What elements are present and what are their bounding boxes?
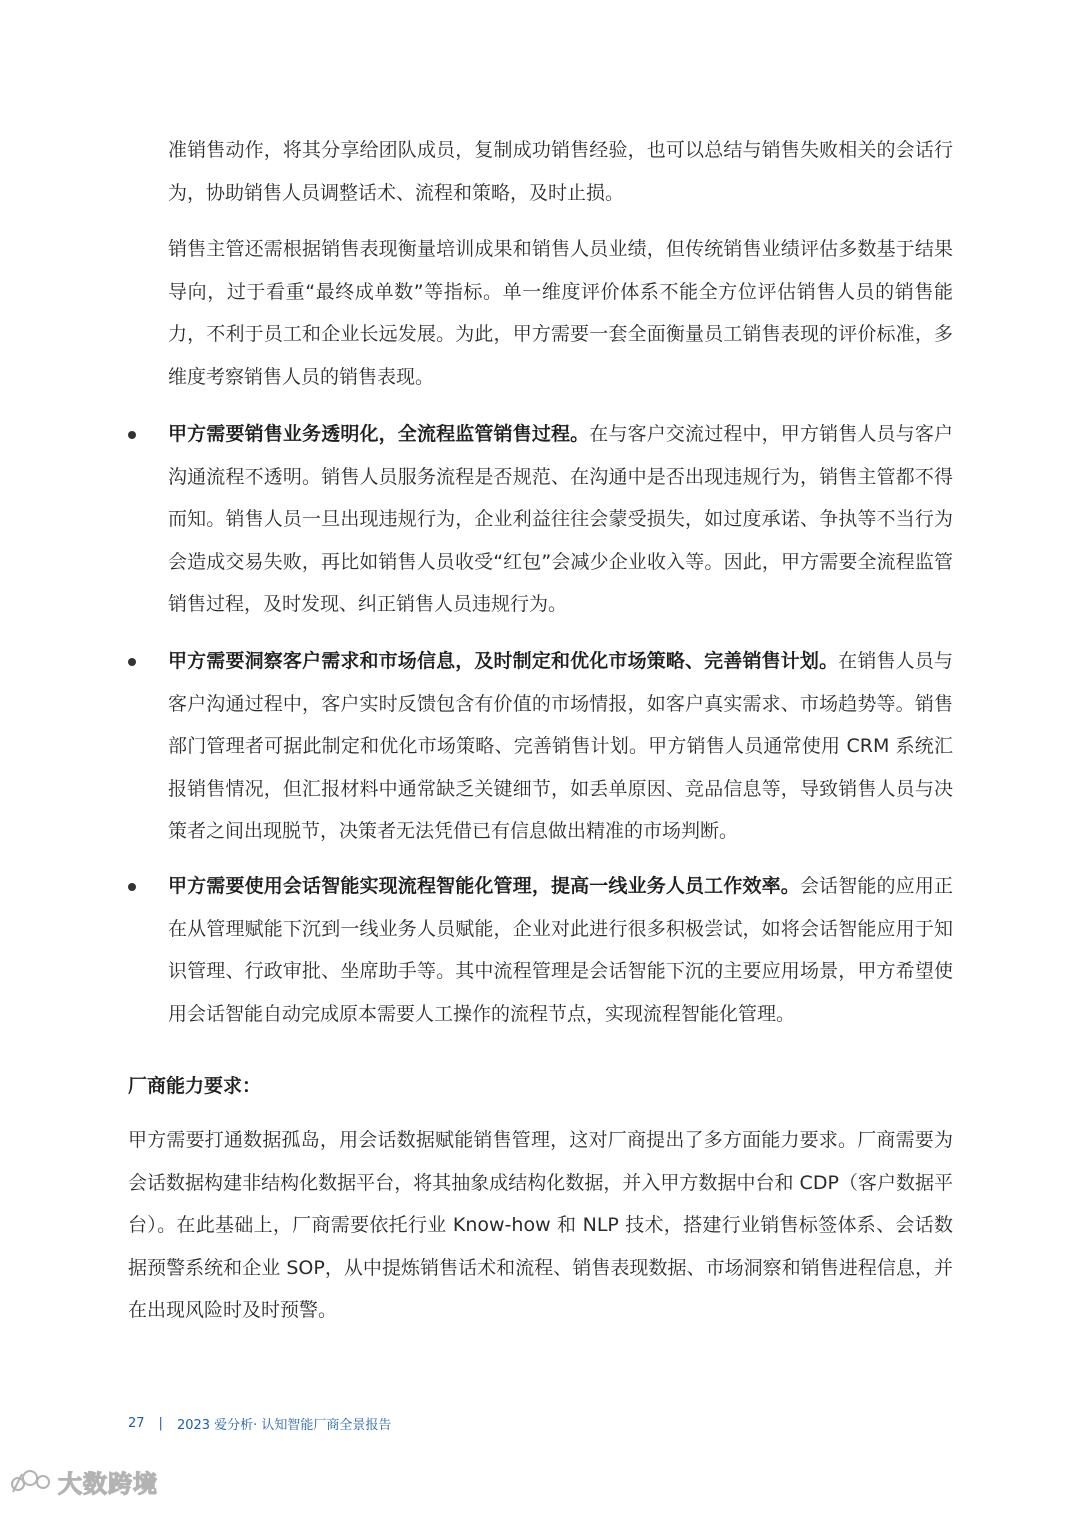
page-footer — [128, 1414, 391, 1433]
bullet-body: 在与客户交流过程中，甲方销售人员与客户沟通流程不透明。销售人员服务流程是否规范、在沟通中是否出现违规行为，销售主管都不得而知。销售人员一旦出现违规行为，企业利益往往会蒙受损失，如过度承诺、争执等不当行为会造成交易失败，再比如销售人员收受“红包”会减少企业收入等。因此，甲方需要全流程监管销售过程，及时发现、纠正销售人员违规行为。 — [168, 423, 953, 615]
bullet-lead: 甲方需要使用会话智能实现流程智能化管理，提高一线业务人员工作效率。 — [168, 875, 800, 897]
bullet-body: 在销售人员与客户沟通过程中，客户实时反馈包含有价值的市场情报，如客户真实需求、市场趋势等。销售部门管理者可据此制定和优化市场策略、完善销售计划。甲方销售人员通常使用 CRM 系统汇报销售情况，但汇报材料中通常缺乏关键细节，如丢单原因、竞品信息等，导致销售人员与决策者之间出现脱节，决策者无法凭借已有信息做出精准的市场判断。 — [168, 650, 953, 842]
bullet-dot-icon — [128, 658, 136, 666]
bullet-text — [168, 640, 953, 853]
footer-separator: | — [158, 1416, 163, 1431]
bullet-dot-icon — [128, 431, 136, 439]
bullet-lead: 甲方需要洞察客户需求和市场信息，及时制定和优化市场策略、完善销售计划。 — [168, 650, 839, 672]
bullet-lead: 甲方需要销售业务透明化，全流程监管销售过程。 — [168, 423, 590, 445]
watermark — [10, 1464, 158, 1499]
page-number: 27 — [128, 1416, 145, 1431]
bullet-dot-icon — [128, 883, 136, 891]
paragraph-sales-actions: 准销售动作，将其分享给团队成员，复制成功销售经验，也可以总结与销售失败相关的会话行为，协助销售人员调整话术、流程和策略，及时止损。 — [168, 139, 953, 204]
report-title: 2023 爱分析· 认知智能厂商全景报告 — [176, 1418, 392, 1433]
paragraph-performance-evaluation: 销售主管还需根据销售表现衡量培训成果和销售人员业绩，但传统销售业绩评估多数基于结果导向，过于看重“最终成单数”等指标。单一维度评价体系不能全方位评估销售人员的销售能力，不利于员工和企业长远发展。为此，甲方需要一套全面衡量员工销售表现的评价标准，多维度考察销售人员的销售表现。 — [168, 238, 953, 388]
watermark-logo-icon — [10, 1466, 52, 1498]
bullet-body: 会话智能的应用正在从管理赋能下沉到一线业务人员赋能，企业对此进行很多积极尝试，如将会话智能应用于知识管理、行政审批、坐席助手等。其中流程管理是会话智能下沉的主要应用场景，甲方希望使用会话智能自动完成原本需要人工操作的流程节点，实现流程智能化管理。 — [168, 875, 953, 1025]
paragraph-vendor-requirements: 甲方需要打通数据孤岛，用会话数据赋能销售管理，这对厂商提出了多方面能力要求。厂商需要为会话数据构建非结构化数据平台，将其抽象成结构化数据，并入甲方数据中台和 CDP（客户数据平台）。在此基础上，厂商需要依托行业 Know-how 和 NLP 技术，搭建行业销售标签体系、会话数据预警系统和企业 SOP，从中提炼销售话术和流程、销售表现数据、市场洞察和销售进程信息，并在出现风险时及时预警。 — [128, 1129, 953, 1321]
section-heading-vendor-requirements: 厂商能力要求： — [128, 1075, 262, 1097]
bullet-text — [168, 413, 953, 626]
watermark-text: 大数跨境 — [58, 1470, 158, 1498]
bullet-text — [168, 865, 953, 1035]
